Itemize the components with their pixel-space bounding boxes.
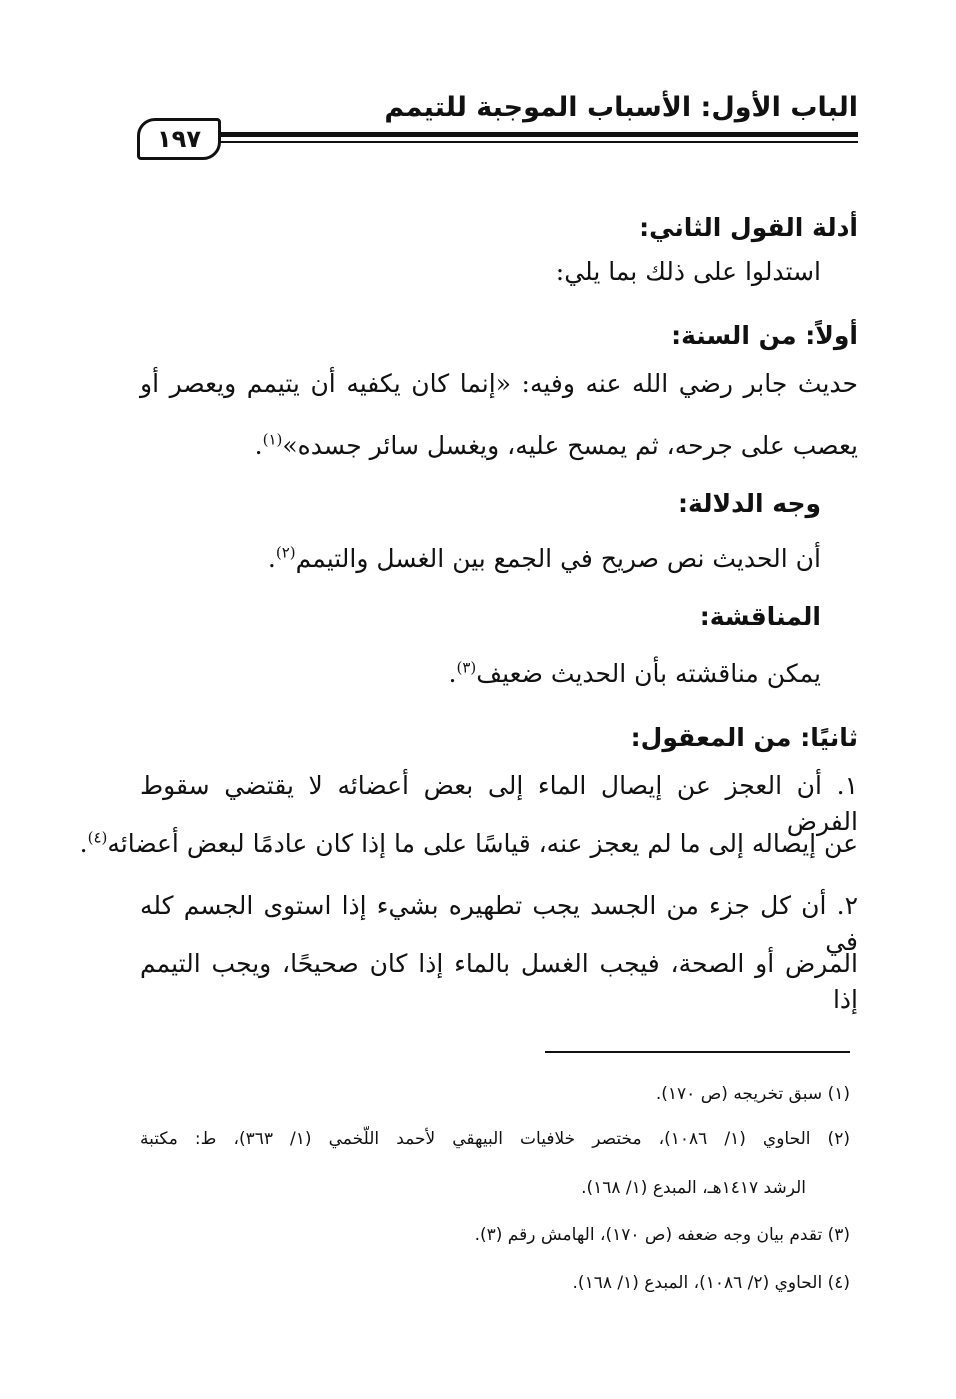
- running-title: الباب الأول: الأسباب الموجبة للتيمم: [384, 92, 858, 123]
- footnote-4: (٤) الحاوي (٢/ ١٠٨٦)، المبدع (١/ ١٦٨).: [572, 1273, 850, 1293]
- footnote-ref-4[interactable]: (٤): [87, 828, 108, 847]
- header-rule: [210, 132, 858, 137]
- page-number: ١٩٧: [137, 118, 221, 160]
- heading-indication: وجه الدلالة:: [678, 489, 821, 518]
- point-1-end: .: [79, 829, 88, 858]
- footnote-separator: [545, 1051, 850, 1053]
- point-1-line-2: [80, 826, 858, 862]
- heading-evidence: أدلة القول الثاني:: [639, 213, 858, 242]
- footnote-3: (٣) تقدم بيان وجه ضعفه (ص ١٧٠)، الهامش رقم (٣).: [474, 1225, 850, 1245]
- discussion-end: .: [448, 659, 457, 688]
- intro-text: استدلوا على ذلك بما يلي:: [555, 257, 821, 286]
- hadith-line-1: حديث جابر رضي الله عنه وفيه: «إنما كان يكفيه أن يتيمم ويعصر أو: [140, 369, 858, 398]
- footnote-1: (١) سبق تخريجه (ص ١٧٠).: [655, 1084, 850, 1104]
- discussion-text: [449, 656, 822, 692]
- header-rule-thin: [210, 141, 858, 143]
- footnote-ref-3[interactable]: (٣): [456, 658, 477, 677]
- indication-end: .: [267, 544, 276, 573]
- indication-body: أن الحديث نص صريح في الجمع بين الغسل والتيمم: [295, 544, 821, 573]
- hadith-line-2: [255, 428, 858, 464]
- indication-text: [268, 541, 821, 577]
- footnote-2-line-1: (٢) الحاوي (١/ ١٠٨٦)، مختصر خلافيات البيهقي لأحمد اللّخمي (١/ ٣٦٣)، ط: مكتبة: [140, 1129, 850, 1149]
- hadith-end: .: [254, 431, 263, 460]
- point-2-line-1: ٢. أن كل جزء من الجسد يجب تطهيره بشيء إذا استوى الجسم كله في: [140, 891, 858, 956]
- heading-sunnah: أولاً: من السنة:: [671, 321, 858, 350]
- footnote-ref-1[interactable]: (١): [262, 430, 283, 449]
- heading-discussion: المناقشة:: [699, 602, 821, 631]
- heading-reason: ثانيًا: من المعقول:: [630, 723, 858, 752]
- footnote-2-line-2: الرشد ١٤١٧هـ، المبدع (١/ ١٦٨).: [581, 1178, 806, 1198]
- point-2-line-2: المرض أو الصحة، فيجب الغسل بالماء إذا كان صحيحًا، ويجب التيمم إذا: [140, 949, 858, 1014]
- footnote-ref-2[interactable]: (٢): [275, 543, 296, 562]
- point-1-line-1: ١. أن العجز عن إيصال الماء إلى بعض أعضائه لا يقتضي سقوط الفرض: [140, 771, 858, 836]
- hadith-text: يعصب على جرحه، ثم يمسح عليه، ويغسل سائر جسده»: [282, 431, 858, 460]
- discussion-body: يمكن مناقشته بأن الحديث ضعيف: [476, 659, 821, 688]
- point-1-body: عن إيصاله إلى ما لم يعجز عنه، قياسًا على ما إذا كان عادمًا لبعض أعضائه: [107, 829, 858, 858]
